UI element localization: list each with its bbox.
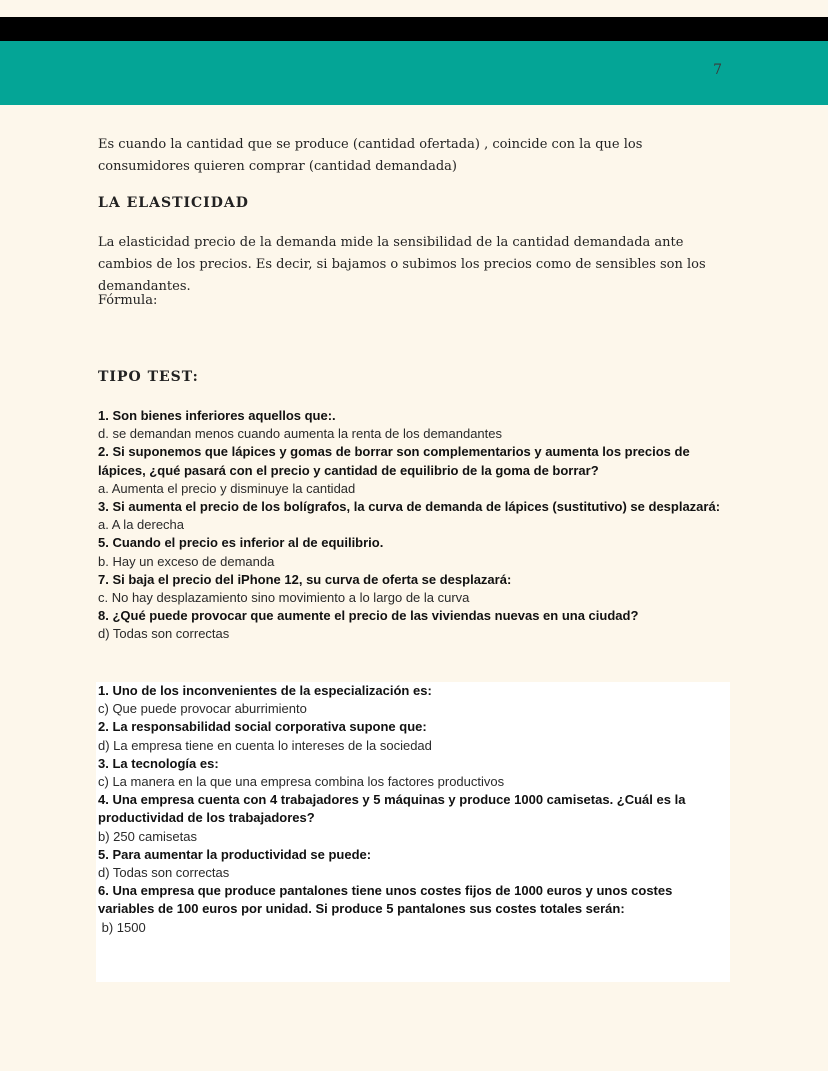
answer: c) Que puede provocar aburrimiento: [98, 701, 307, 717]
answer: c) La manera en la que una empresa combina los factores productivos: [98, 774, 505, 790]
question: 3. La tecnología es:: [98, 755, 219, 771]
top-black-band: [0, 17, 828, 41]
answer: b. Hay un exceso de demanda: [98, 553, 275, 569]
answer: d. se demandan menos cuando aumenta la renta de los demandantes: [98, 426, 502, 442]
intro-paragraph: Es cuando la cantidad que se produce (cantidad ofertada) , coincide con la que los consumidores quieren comprar (cantidad demandada): [98, 137, 643, 174]
question: 3. Si aumenta el precio de los bolígrafos, la curva de demanda de lápices (sustitutivo) se desplazará:: [98, 499, 721, 515]
test-heading: TIPO TEST:: [98, 369, 199, 385]
question: 4. Una empresa cuenta con 4 trabajadores y 5 máquinas y produce 1000 camisetas. ¿Cuál es la productividad de los trabajadores?: [98, 792, 686, 826]
question: 8. ¿Qué puede provocar que aumente el precio de las viviendas nuevas en una ciudad?: [98, 608, 639, 624]
question: 5. Cuando el precio es inferior al de equilibrio.: [98, 535, 384, 551]
formula-label: Fórmula:: [98, 293, 158, 308]
test-block-1: [98, 407, 728, 644]
answer: b) 250 camisetas: [98, 828, 197, 844]
answer: d) La empresa tiene en cuenta lo intereses de la sociedad: [98, 737, 432, 753]
answer: b) 1500: [98, 919, 146, 935]
answer: c. No hay desplazamiento sino movimiento a lo largo de la curva: [98, 590, 470, 606]
question: 1. Son bienes inferiores aquellos que:.: [98, 408, 336, 423]
question: 2. La responsabilidad social corporativa supone que:: [98, 719, 427, 735]
answer: d) Todas son correctas: [98, 865, 230, 881]
test-block-2: [98, 682, 728, 937]
answer: a. A la derecha: [98, 517, 185, 533]
question: 6. Una empresa que produce pantalones tiene unos costes fijos de 1000 euros y unos costes variables de 100 euros por unidad. Si produce 5 pantalones sus costes totales serán:: [98, 883, 673, 917]
elasticity-paragraph: La elasticidad precio de la demanda mide la sensibilidad de la cantidad demandada ante cambios de los precios. Es decir, si bajamos o subimos los precios como de sensibles son los demandantes.: [98, 235, 706, 294]
question: 7. Si baja el precio del iPhone 12, su curva de oferta se desplazará:: [98, 571, 512, 587]
question: 2. Si suponemos que lápices y gomas de borrar son complementarios y aumenta los precios de lápices, ¿qué pasará con el precio y cantidad de equilibrio de la goma de borrar?: [98, 444, 690, 478]
answer: d) Todas son correctas: [98, 626, 230, 642]
page-number: 7: [713, 62, 722, 78]
question: 1. Uno de los inconvenientes de la especialización es:: [98, 683, 432, 698]
answer: a. Aumenta el precio y disminuye la cantidad: [98, 480, 356, 496]
elasticity-heading: LA ELASTICIDAD: [98, 195, 249, 211]
question: 5. Para aumentar la productividad se puede:: [98, 846, 372, 862]
header-teal-band: [0, 41, 828, 105]
